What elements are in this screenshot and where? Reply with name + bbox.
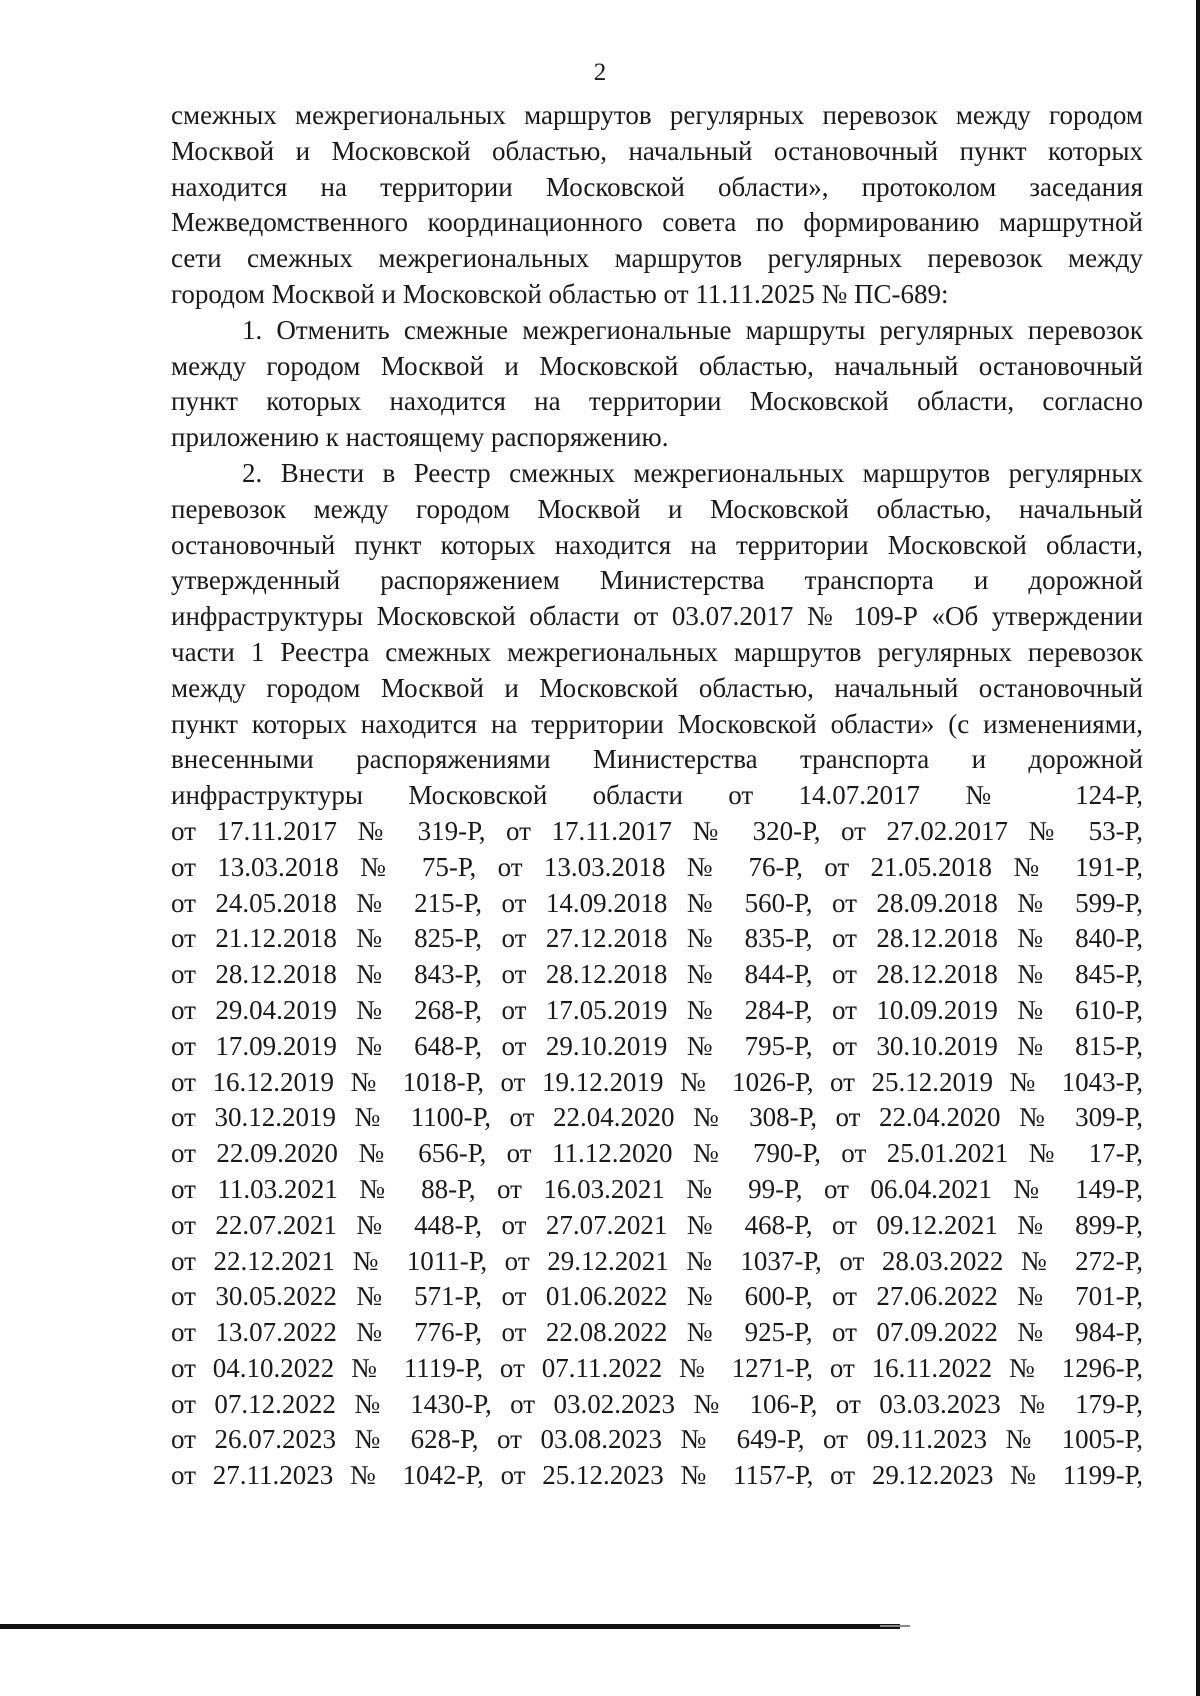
text-line: от 17.09.2019 № 648-Р, от 29.10.2019 № 795-Р, от 30.10.2019 № 815-Р,	[171, 1030, 1143, 1061]
text-line: от 26.07.2023 № 628-Р, от 03.08.2023 № 649-Р, от 09.11.2023 № 1005-Р,	[171, 1424, 1143, 1455]
paragraph-2-start: 2. Внести в Реестр смежных межрегиональных маршрутов регулярных	[242, 457, 1143, 488]
page-number: 2	[593, 59, 607, 86]
text-line: от 27.11.2023 № 1042-Р, от 25.12.2023 № 1157-Р, от 29.12.2023 № 1199-Р,	[171, 1460, 1143, 1491]
text-line: городом Москвой и Московской областью от 11.11.2025 № ПС-689:	[171, 278, 949, 309]
text-line: инфраструктуры Московской области от 03.07.2017 № 109-Р «Об утверждении	[171, 601, 1143, 632]
scan-edge-right	[1196, 0, 1200, 1696]
text-line: перевозок между городом Москвой и Московской областью, начальный	[171, 493, 1143, 524]
text-line: от 17.11.2017 № 319-Р, от 17.11.2017 № 320-Р, от 27.02.2017 № 53-Р,	[171, 815, 1143, 846]
scan-edge-bottom-faint	[880, 1625, 910, 1627]
document-body	[171, 98, 1143, 1494]
text-line: от 13.07.2022 № 776-Р, от 22.08.2022 № 925-Р, от 07.09.2022 № 984-Р,	[171, 1317, 1143, 1348]
text-line: внесенными распоряжениями Министерства транспорта и дорожной	[171, 744, 1143, 775]
text-line: от 21.12.2018 № 825-Р, от 27.12.2018 № 835-Р, от 28.12.2018 № 840-Р,	[171, 923, 1143, 954]
text-line: от 22.09.2020 № 656-Р, от 11.12.2020 № 790-Р, от 25.01.2021 № 17-Р,	[171, 1138, 1143, 1169]
text-line: от 24.05.2018 № 215-Р, от 14.09.2018 № 560-Р, от 28.09.2018 № 599-Р,	[171, 887, 1143, 918]
text-line: приложению к настоящему распоряжению.	[171, 422, 669, 453]
text-line: от 16.12.2019 № 1018-Р, от 19.12.2019 № 1026-Р, от 25.12.2019 № 1043-Р,	[171, 1066, 1143, 1097]
text-line: между городом Москвой и Московской областью, начальный остановочный	[171, 350, 1143, 381]
text-line: от 13.03.2018 № 75-Р, от 13.03.2018 № 76-Р, от 21.05.2018 № 191-Р,	[171, 851, 1143, 882]
paragraph-1-start: 1. Отменить смежные межрегиональные маршруты регулярных перевозок	[242, 314, 1143, 345]
text-line: находится на территории Московской области», протоколом заседания	[171, 171, 1143, 202]
text-line: утвержденный распоряжением Министерства транспорта и дорожной	[171, 565, 1143, 596]
text-line: сети смежных межрегиональных маршрутов регулярных перевозок между	[171, 243, 1143, 274]
text-line: части 1 Реестра смежных межрегиональных маршрутов регулярных перевозок	[171, 636, 1143, 667]
text-line: от 22.12.2021 № 1011-Р, от 29.12.2021 № 1037-Р, от 28.03.2022 № 272-Р,	[171, 1245, 1143, 1276]
text-line: от 07.12.2022 № 1430-Р, от 03.02.2023 № 106-Р, от 03.03.2023 № 179-Р,	[171, 1388, 1143, 1419]
text-line: от 28.12.2018 № 843-Р, от 28.12.2018 № 844-Р, от 28.12.2018 № 845-Р,	[171, 959, 1143, 990]
text-line: инфраструктуры Московской области от 14.07.2017 № 124-Р,	[171, 780, 1143, 811]
text-line: от 30.05.2022 № 571-Р, от 01.06.2022 № 600-Р, от 27.06.2022 № 701-Р,	[171, 1281, 1143, 1312]
text-line: от 30.12.2019 № 1100-Р, от 22.04.2020 № 308-Р, от 22.04.2020 № 309-Р,	[171, 1102, 1143, 1133]
scan-edge-bottom	[0, 1624, 900, 1629]
text-line: от 11.03.2021 № 88-Р, от 16.03.2021 № 99-Р, от 06.04.2021 № 149-Р,	[171, 1173, 1143, 1204]
text-line: смежных межрегиональных маршрутов регулярных перевозок между городом	[171, 100, 1143, 130]
text-line: от 29.04.2019 № 268-Р, от 17.05.2019 № 284-Р, от 10.09.2019 № 610-Р,	[171, 994, 1143, 1025]
text-line: между городом Москвой и Московской областью, начальный остановочный	[171, 672, 1143, 703]
text-line: от 04.10.2022 № 1119-Р, от 07.11.2022 № 1271-Р, от 16.11.2022 № 1296-Р,	[171, 1352, 1143, 1383]
text-line: пункт которых находится на территории Московской области, согласно	[171, 386, 1143, 417]
text-line: Межведомственного координационного совета по формированию маршрутной	[171, 207, 1143, 238]
text-line: пункт которых находится на территории Московской области» (с изменениями,	[171, 708, 1143, 739]
text-line: остановочный пункт которых находится на территории Московской области,	[171, 529, 1143, 560]
text-line: Москвой и Московской областью, начальный остановочный пункт которых	[171, 135, 1143, 166]
text-line: от 22.07.2021 № 448-Р, от 27.07.2021 № 468-Р, от 09.12.2021 № 899-Р,	[171, 1209, 1143, 1240]
